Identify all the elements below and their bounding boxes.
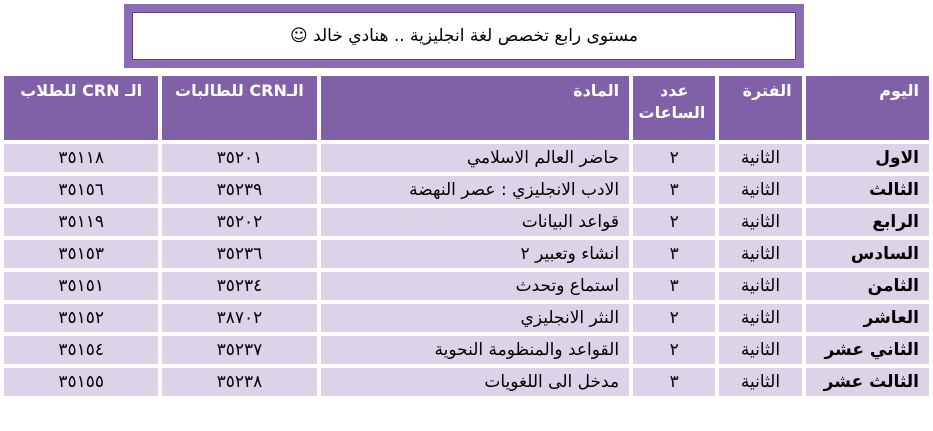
cell-hours: ٣ bbox=[633, 176, 715, 204]
cell-hours: ٣ bbox=[633, 368, 715, 396]
cell-period: الثانية bbox=[719, 304, 801, 332]
cell-period: الثانية bbox=[719, 208, 801, 236]
cell-hours: ٣ bbox=[633, 240, 715, 268]
cell-subject: حاضر العالم الاسلامي bbox=[321, 144, 630, 172]
cell-period: الثانية bbox=[719, 240, 801, 268]
table-row bbox=[4, 304, 929, 332]
table-row bbox=[4, 176, 929, 204]
cell-hours: ٢ bbox=[633, 304, 715, 332]
cell-subject: النثر الانجليزي bbox=[321, 304, 630, 332]
cell-day: الرابع bbox=[806, 208, 929, 236]
cell-subject: الادب الانجليزي : عصر النهضة bbox=[321, 176, 630, 204]
cell-crn-female: ٣٥٢٣٦ bbox=[162, 240, 316, 268]
cell-crn-male: ٣٥١٥٢ bbox=[4, 304, 158, 332]
cell-crn-female: ٣٥٢٣٩ bbox=[162, 176, 316, 204]
cell-crn-male: ٣٥١٥٥ bbox=[4, 368, 158, 396]
header-row bbox=[4, 76, 929, 140]
cell-hours: ٢ bbox=[633, 208, 715, 236]
cell-crn-male: ٣٥١٥٤ bbox=[4, 336, 158, 364]
cell-hours: ٢ bbox=[633, 336, 715, 364]
header-crn-female: الـCRN للطالبات bbox=[162, 76, 316, 140]
cell-day: السادس bbox=[806, 240, 929, 268]
table-row bbox=[4, 272, 929, 300]
header-hours: عدد الساعات bbox=[633, 76, 715, 140]
schedule-table bbox=[0, 72, 933, 400]
cell-crn-female: ٣٥٢٠١ bbox=[162, 144, 316, 172]
cell-period: الثانية bbox=[719, 144, 801, 172]
table-row bbox=[4, 240, 929, 268]
cell-subject: القواعد والمنظومة النحوية bbox=[321, 336, 630, 364]
page-title: مستوى رابع تخصص لغة انجليزية .. هنادي خالد ☺ bbox=[132, 12, 796, 60]
cell-crn-male: ٣٥١١٩ bbox=[4, 208, 158, 236]
cell-crn-female: ٣٥٢٣٧ bbox=[162, 336, 316, 364]
cell-crn-male: ٣٥١١٨ bbox=[4, 144, 158, 172]
cell-subject: مدخل الى اللغويات bbox=[321, 368, 630, 396]
header-day: اليوم bbox=[806, 76, 929, 140]
cell-crn-female: ٣٨٧٠٢ bbox=[162, 304, 316, 332]
cell-subject: قواعد البيانات bbox=[321, 208, 630, 236]
cell-hours: ٣ bbox=[633, 272, 715, 300]
header-crn-male: الـ CRN للطلاب bbox=[4, 76, 158, 140]
cell-period: الثانية bbox=[719, 336, 801, 364]
cell-subject: انشاء وتعبير ٢ bbox=[321, 240, 630, 268]
cell-crn-female: ٣٥٢٠٢ bbox=[162, 208, 316, 236]
table-row bbox=[4, 368, 929, 396]
cell-day: الثامن bbox=[806, 272, 929, 300]
cell-day: الاول bbox=[806, 144, 929, 172]
header-period: الفترة bbox=[719, 76, 801, 140]
cell-day: الثالث bbox=[806, 176, 929, 204]
table-row bbox=[4, 208, 929, 236]
cell-hours: ٢ bbox=[633, 144, 715, 172]
cell-crn-male: ٣٥١٥١ bbox=[4, 272, 158, 300]
cell-period: الثانية bbox=[719, 272, 801, 300]
header-subject: المادة bbox=[321, 76, 630, 140]
cell-crn-female: ٣٥٢٣٨ bbox=[162, 368, 316, 396]
cell-day: الثالث عشر bbox=[806, 368, 929, 396]
title-banner bbox=[124, 4, 804, 68]
cell-period: الثانية bbox=[719, 176, 801, 204]
table-row bbox=[4, 336, 929, 364]
cell-day: الثاني عشر bbox=[806, 336, 929, 364]
table-row bbox=[4, 144, 929, 172]
cell-day: العاشر bbox=[806, 304, 929, 332]
cell-crn-female: ٣٥٢٣٤ bbox=[162, 272, 316, 300]
cell-crn-male: ٣٥١٥٣ bbox=[4, 240, 158, 268]
cell-crn-male: ٣٥١٥٦ bbox=[4, 176, 158, 204]
cell-subject: استماع وتحدث bbox=[321, 272, 630, 300]
cell-period: الثانية bbox=[719, 368, 801, 396]
